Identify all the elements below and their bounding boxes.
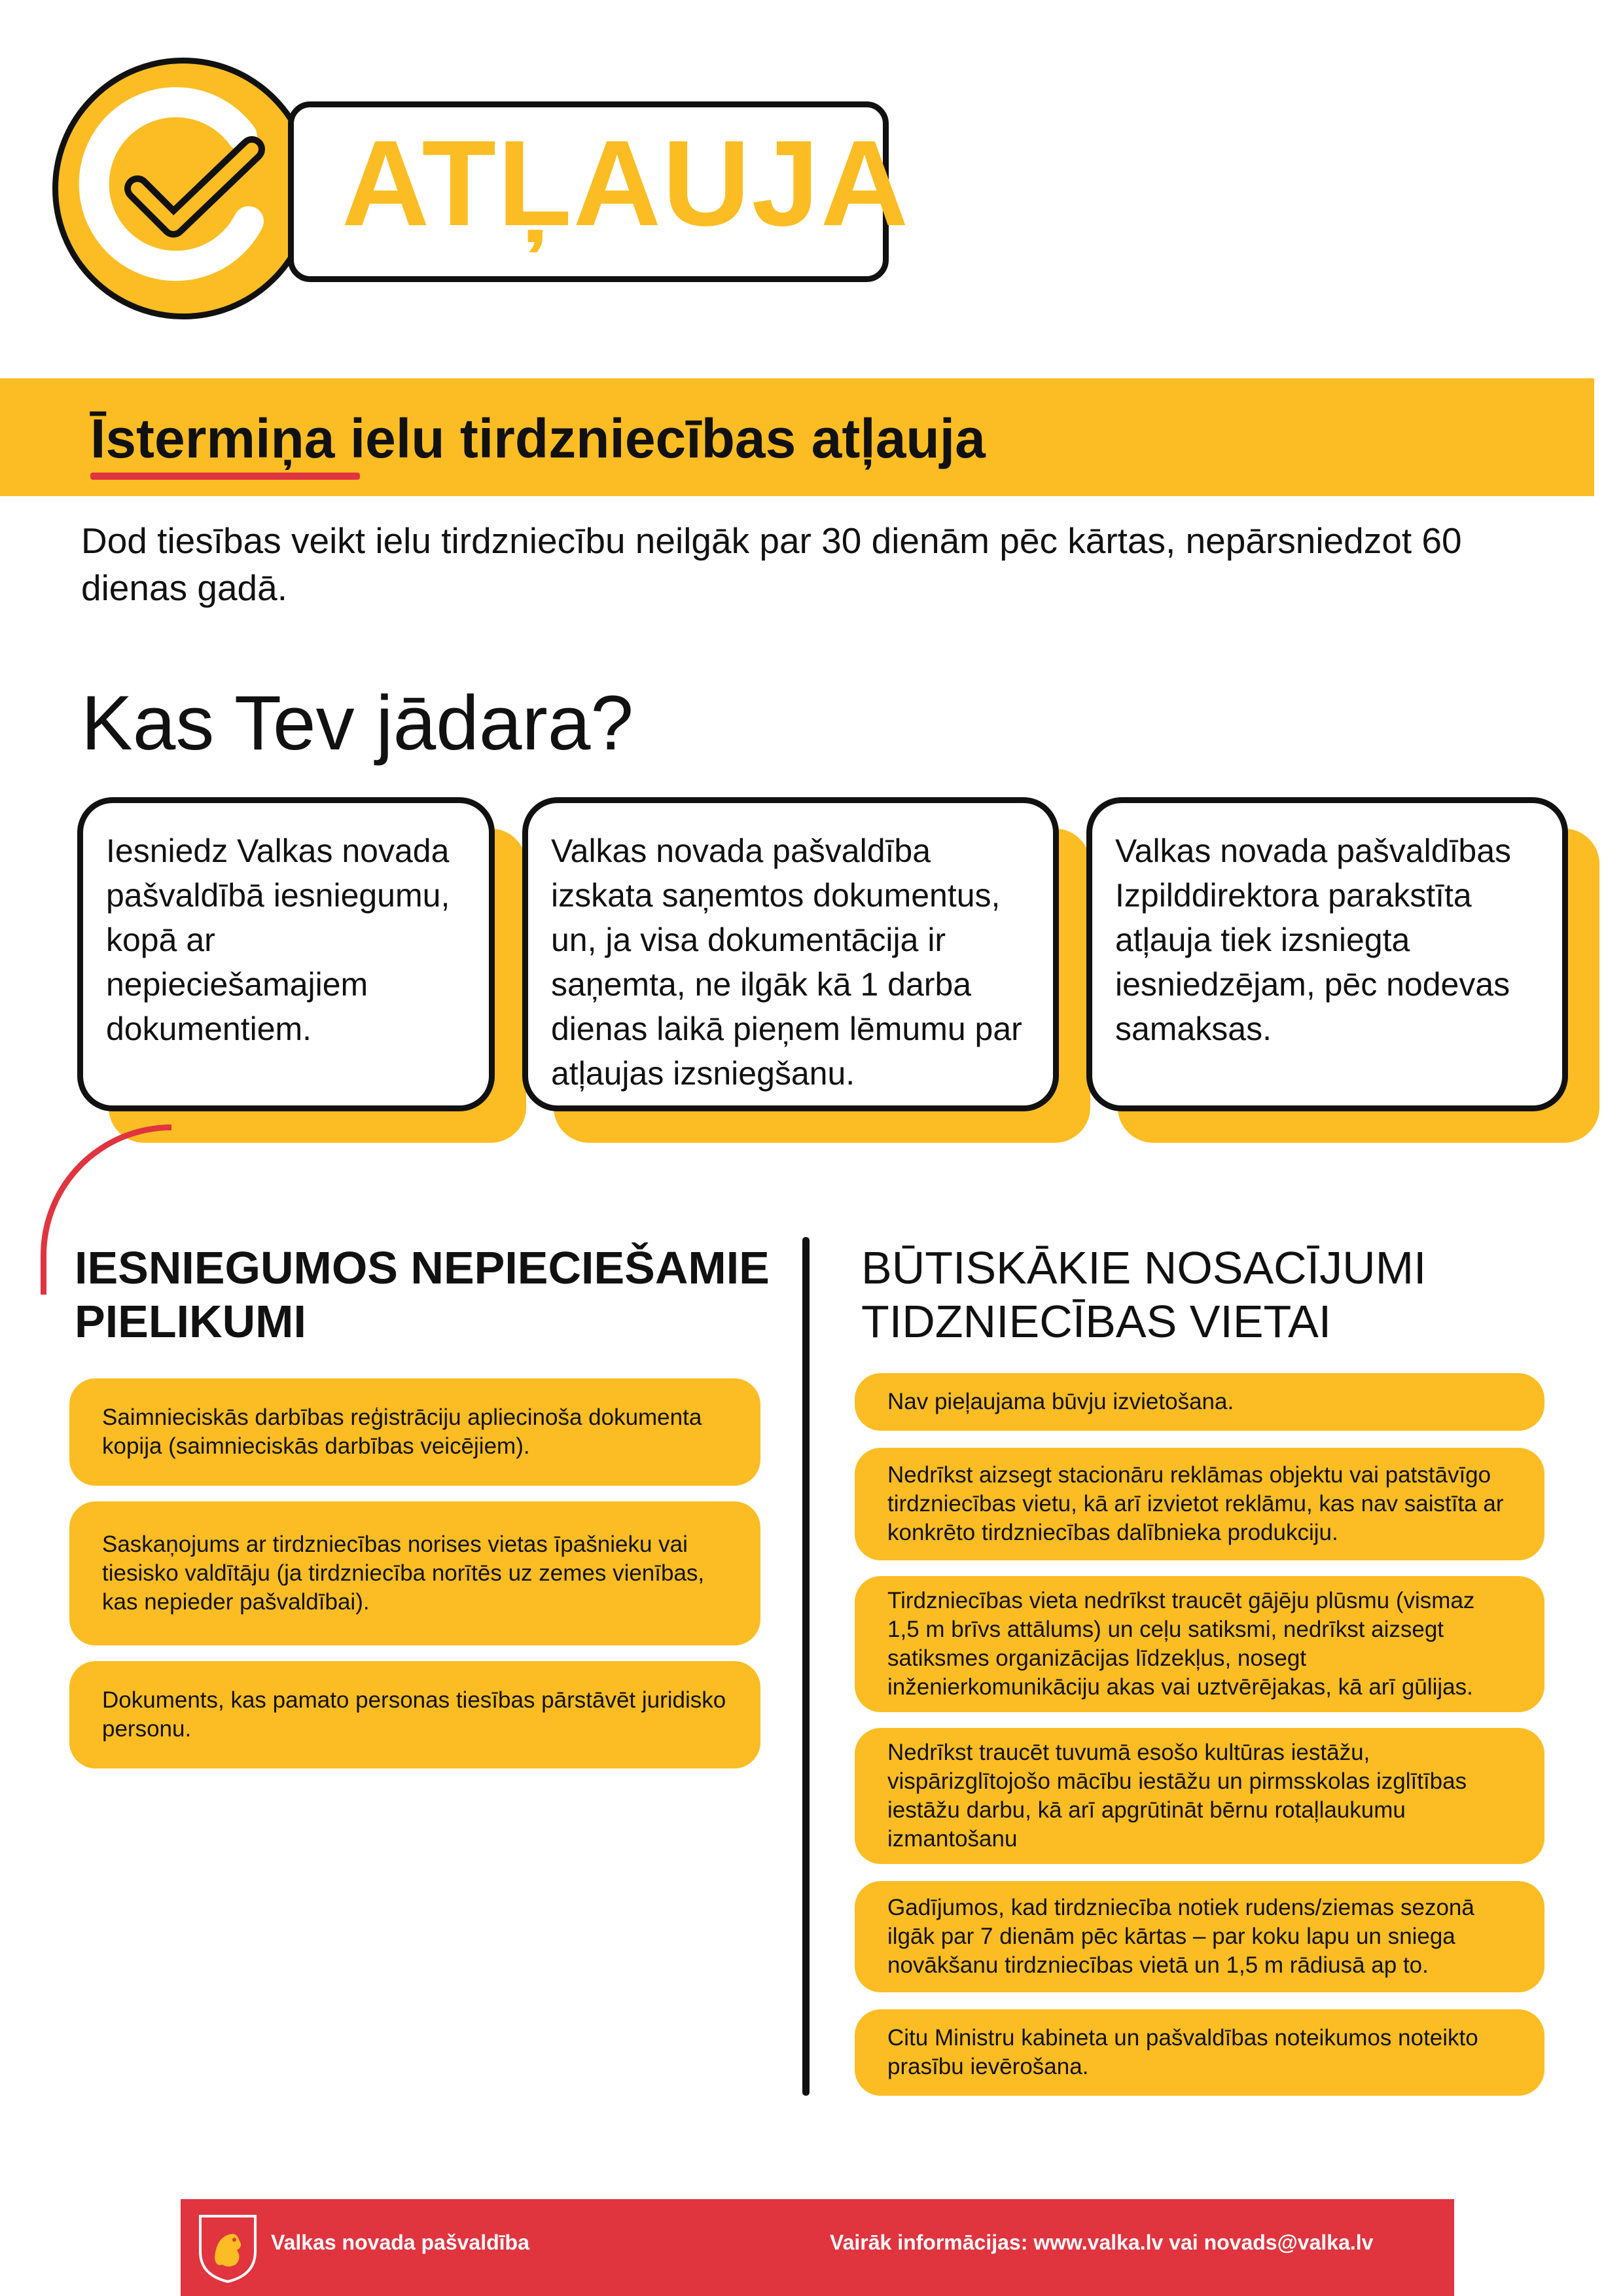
condition-item: Nedrīkst traucēt tuvumā esošo kultūras iestāžu, vispārizglītojošo mācību iestāžu un pirmsskolas izglītības iestāžu darbu, kā arī apgrūtināt bērnu rotaļlaukumu izmantošanu [855, 1728, 1544, 1864]
step-text: Iesniedz Valkas novada pašvaldībā iesniegumu, kopā ar nepieciešamajiem dokumentiem. [106, 833, 450, 1047]
step-text: Valkas novada pašvaldības Izpilddirektora parakstīta atļauja tiek izsniegta iesniedzējam, pēc nodevas samaksas. [1115, 833, 1512, 1047]
intro-text: Dod tiesības veikt ielu tirdzniecību neilgāk par 30 dienām pēc kārtas, nepārsniedzot 60 dienas gadā. [81, 520, 1462, 608]
title-underline [90, 473, 360, 480]
step-card-1 [77, 797, 495, 1111]
attachment-item: Dokuments, kas pamato personas tiesības pārstāvēt juridisko personu. [69, 1661, 760, 1768]
footer-info: Vairāk informācijas: www.valka.lv vai novads@valka.lv [830, 2231, 1374, 2254]
condition-item: Citu Ministru kabineta un pašvaldības noteikumos noteikto prasību ievērošana. [855, 2009, 1544, 2096]
condition-item: Nav pieļaujama būvju izvietošana. [855, 1373, 1544, 1431]
step-text: Valkas novada pašvaldība izskata saņemtos dokumentus, un, ja visa dokumentācija ir saņemta, ne ilgāk kā 1 darba dienas laikā pieņem lēmumu par atļaujas izsniegšanu. [551, 833, 1022, 1092]
footer-org: Valkas novada pašvaldība [271, 2231, 529, 2254]
checkmark-icon [52, 58, 314, 319]
condition-item: Nedrīkst aizsegt stacionāru reklāmas objektu vai patstāvīgo tirdzniecības vietu, kā arī izvietot reklāmu, kas nav saistīta ar konkrēto tirdzniecības dalībnieka produkciju. [855, 1448, 1544, 1560]
permit-title: Īstermiņa ielu tirdzniecības atļauja [90, 408, 986, 469]
page-title: ATĻAUJA [342, 116, 910, 251]
coat-of-arms-icon [196, 2212, 259, 2284]
attachments-heading: IESNIEGUMOS NEPIECIEŠAMIE PIELIKUMI [75, 1242, 770, 1347]
condition-item: Gadījumos, kad tirdzniecība notiek rudens/ziemas sezonā ilgāk par 7 dienām pēc kārtas – par koku lapu un sniega novākšanu tirdzniecības vietā un 1,5 m rādiusā ap to. [855, 1881, 1544, 1992]
step-card-2 [522, 797, 1059, 1111]
step-card-3 [1086, 797, 1568, 1111]
attachment-item: Saimnieciskās darbības reģistrāciju apliecinoša dokumenta kopija (saimnieciskās darbības veicējiem). [69, 1378, 760, 1486]
conditions-heading: BŪTISKĀKIE NOSACĪJUMI TIDZNIECĪBAS VIETAI [861, 1242, 1427, 1347]
column-divider [802, 1237, 810, 2096]
attachment-item: Saskaņojums ar tirdzniecības norises vietas īpašnieku vai tiesisko valdītāju (ja tirdzniecība norītēs uz zemes vienības, kas nepieder pašvaldībai). [69, 1501, 760, 1645]
steps-heading: Kas Tev jādara? [81, 680, 634, 766]
condition-item: Tirdzniecības vieta nedrīkst traucēt gājēju plūsmu (vismaz 1,5 m brīvs attālums) un ceļu satiksmi, nedrīkst aizsegt satiksmes organizācijas līdzekļus, nosegt inženierkomunikāciju akas vai uztvērējakas, kā arī gūlijas. [855, 1576, 1544, 1712]
